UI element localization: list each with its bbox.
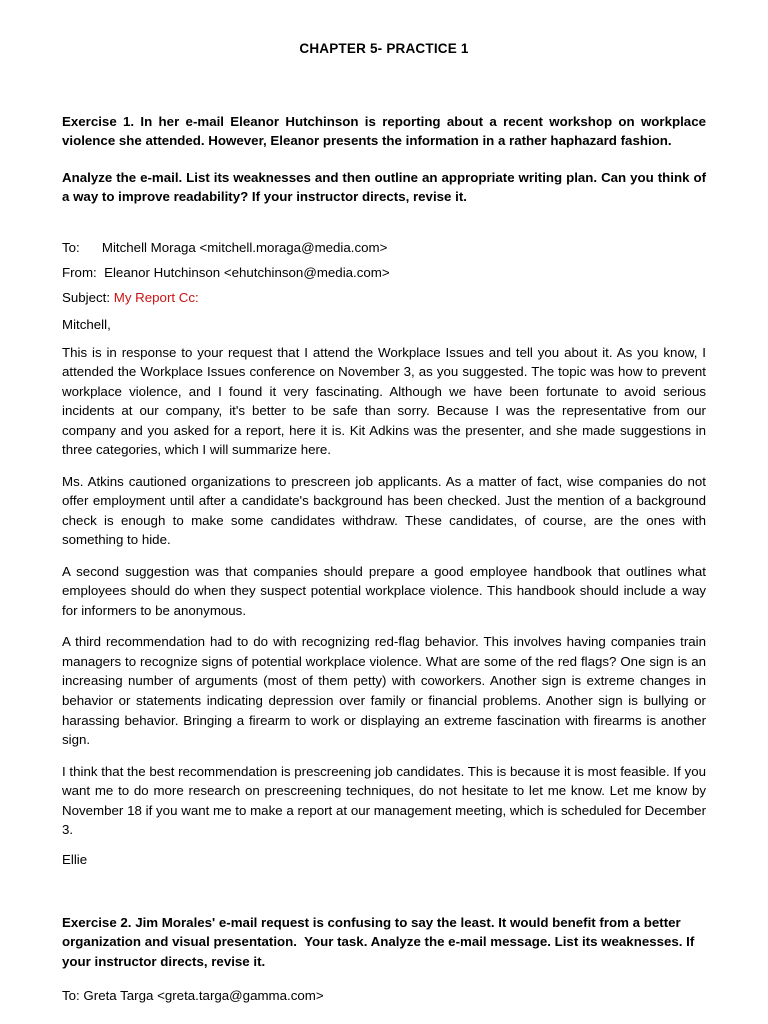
email-body-paragraph-3: A second suggestion was that companies should prepare a good employee handbook that outlines what employees should do when they suspect potential workplace violence. This handbook should include a way for informers to be anonymous. [62,563,706,618]
email-header-block [62,241,706,305]
exercise2-intro-paragraph: Exercise 2. Jim Morales' e-mail request is confusing to say the least. It would benefit from a better organization and visual presentation. Your task. Analyze the e-mail message. List its weaknesses. If your instructor directs, revise it. [62,914,699,969]
email-greeting: Mitchell, [62,316,111,332]
exercise1-intro-paragraph-2: Analyze the e-mail. List its weaknesses and then outline an appropriate writing plan. Can you think of a way to improve readability? If your instructor directs, revise it. [62,169,706,205]
document-content [50,112,706,1003]
exercise1-intro-paragraph-1: Exercise 1. In her e-mail Eleanor Hutchinson is reporting about a recent workshop on workplace violence she attended. However, Eleanor presents the information in a rather haphazard fashion. [62,114,706,149]
exercise2-block [62,913,706,1003]
email-subject-label: Subject: [62,290,114,306]
email-body-paragraph-1: This is in response to your request that I attend the Workplace Issues and tell you about it. As you know, I attended the Workplace Issues conference on November 3, as you suggested. The topic was how to prevent workplace violence, and I found it very fascinating. Although we have been fortunate to avoid serious incidents at our company, it's better to be safe than sorry. Because I was the representative from our company and you asked for a report, here it is. Kit Adkins was the presenter, and she made suggestions in three categories, which I will summarize here. [62,344,706,458]
email-subject-value: My Report Cc: [113,290,199,306]
email-signoff: Ellie [62,851,88,867]
page-title: CHAPTER 5- PRACTICE 1 [299,41,469,56]
email-body-paragraph-4: A third recommendation had to do with recognizing red-flag behavior. This involves having companies train managers to recognize signs of potential workplace violence. What are some of the red flags? One sign is an increasing number of arguments (most of them petty) with coworkers. Another sign is extreme changes in behavior or statements indicating depression over family or financial problems. Another sign is bullying or harassing behavior. Bringing a firearm to work or displaying an extreme fascination with firearms is another sign. [62,634,706,748]
email-body-paragraph-5: I think that the best recommendation is prescreening job candidates. This is because it is most feasible. If you want me to do more research on prescreening techniques, do not hesitate to let me know. Let me know by November 18 if you want me to make a report at our management meeting, which is scheduled for December 3. [62,763,706,838]
email-body-paragraph-2: Ms. Atkins cautioned organizations to prescreen job applicants. As a matter of fact, wise companies do not offer employment until after a candidate's background has been checked. Just the mention of a background check is enough to make some candidates withdraw. These candidates, of course, are the ones with something to hide. [62,473,706,548]
email-subject-line [62,291,706,304]
email-from-line: From: Eleanor Hutchinson <ehutchinson@media.com> [62,264,390,280]
email-to-line: To: Mitchell Moraga <mitchell.moraga@media.com> [62,239,388,255]
exercise2-email-to-line: To: Greta Targa <greta.targa@gamma.com> [62,987,324,1003]
